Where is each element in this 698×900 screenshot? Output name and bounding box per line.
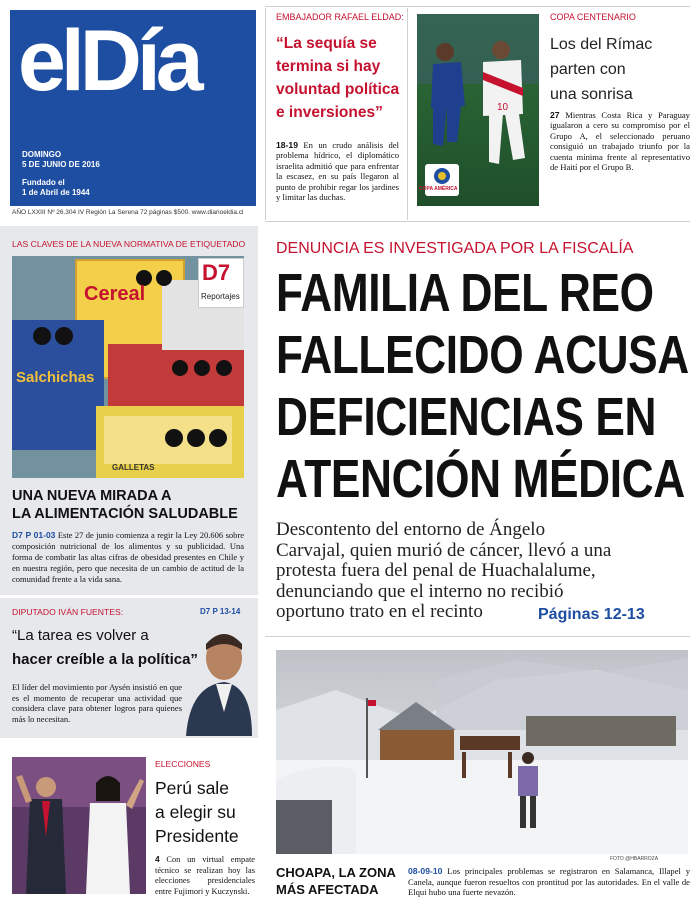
choapa-body: 08-09-10 Los principales problemas se registraron en Salamanca, Illapel y Canela, aunque fueron resueltos con prontitud por las autoridades. En el valle de Elqui hubo una fuerte nevazón.	[408, 866, 690, 897]
product-label-salchichas: Salchichas	[16, 369, 95, 386]
issue-line: AÑO LXXIII Nº 26.304 IV Región La Serena 72 páginas $500. www.diarioeldia.cl	[12, 209, 244, 216]
eldad-kicker: EMBAJADOR RAFAEL ELDAD:	[276, 12, 404, 22]
divider	[265, 221, 690, 222]
main-headline-line: FALLECIDO ACUSA	[276, 325, 689, 385]
elecciones-photo	[12, 757, 146, 894]
choapa-headline: CHOAPA, LA ZONA MÁS AFECTADA	[276, 865, 396, 897]
main-kicker: DENUNCIA ES INVESTIGADA POR LA FISCALÍA	[276, 240, 634, 257]
d7-badge-sub: Reportajes	[201, 292, 240, 301]
newspaper-logo: elDía	[18, 13, 199, 109]
elecciones-body: 4 Con un virtual empate técnico se realizan hoy las elecciones presidenciales entre Fujimori y Kuczynski.	[155, 854, 255, 896]
product-label-cereal: Cereal	[84, 283, 146, 305]
copa-body: 27 Mientras Costa Rica y Paraguay igualaron a cero su compromiso por el Grupo A, el seleccionado peruano consiguió un trabajado triunfo por la cuenta mínima frente al representativo de Haití por el Grupo B.	[550, 110, 690, 173]
main-deck: Descontento del entorno de Ángelo Carvajal, quien murió de cáncer, llevó a una protesta fuera del penal de Huachalalume, denunciando que el interno no recibió oportuno trato en el recinto	[276, 519, 612, 623]
fuentes-body: El líder del movimiento por Aysén insistió en que es el momento de recuperar una actividad que considera clave para obtener logros para quienes más lo necesitan.	[12, 682, 182, 724]
elecciones-title: Perú sale a elegir su Presidente	[155, 778, 239, 846]
founded-date: 1 de Abril de 1944	[22, 188, 90, 197]
d7-badge-label: D7	[202, 260, 231, 285]
divider	[265, 8, 266, 220]
divider	[265, 6, 690, 7]
main-pages: Páginas 12-13	[538, 606, 645, 623]
elecciones-kicker: ELECCIONES	[155, 759, 211, 769]
edition-day: DOMINGO	[22, 150, 62, 159]
copa-photo	[417, 14, 539, 206]
choapa-photo	[276, 650, 688, 854]
founded-label: Fundado el	[22, 178, 65, 187]
jersey-number: 10	[497, 102, 509, 113]
etiquetado-kicker: LAS CLAVES DE LA NUEVA NORMATIVA DE ETIQUETADO	[12, 239, 246, 249]
divider	[0, 595, 258, 598]
copa-kicker: COPA CENTENARIO	[550, 12, 636, 22]
fuentes-quote-line2: hacer creíble a la política”	[12, 651, 198, 668]
etiquetado-body: D7 P 01-03 Este 27 de junio comienza a regir la Ley 20.606 sobre composición nutricional de los alimentos y su publicidad. Una forma de combatir las altas cifras de obesidad presentes en Chile y en nuestra región, pero que necesita de un cambio de actitud de la comunidad frente a la vida sana.	[12, 530, 244, 584]
fuentes-kicker: DIPUTADO IVÁN FUENTES:	[12, 607, 124, 617]
main-headline-line: FAMILIA DEL REO	[276, 263, 654, 323]
eldad-body: 18-19 En un crudo análisis del problema hídrico, el diplomático israelita admitió que para enfrentar la escasez, en su país llegaron al punto de prohibir regar los jardines y limitar las duchas.	[276, 140, 399, 203]
fuentes-pages: D7 P 13-14	[200, 607, 241, 616]
etiquetado-headline: UNA NUEVA MIRADA A LA ALIMENTACIÓN SALUDABLE	[12, 488, 238, 522]
photo-credit: FOTO @HBARROZA	[610, 856, 659, 862]
main-headline	[276, 262, 696, 510]
copa-title: Los del Rímac parten con una sonrisa	[550, 36, 653, 103]
fuentes-quote-line1: “La tarea es volver a	[12, 627, 149, 644]
divider	[265, 636, 690, 637]
copa-logo-text: COPA AMÉRICA	[419, 186, 458, 192]
fuentes-photo	[180, 620, 252, 736]
main-headline-line: DEFICIENCIAS EN	[276, 387, 657, 447]
main-headline-line: ATENCIÓN MÉDICA	[276, 449, 685, 509]
product-label-galletas: GALLETAS	[112, 463, 155, 472]
edition-date: 5 DE JUNIO DE 2016	[22, 160, 100, 169]
divider	[407, 8, 408, 220]
eldad-quote: “La sequía se termina si hay voluntad política e inversiones”	[276, 35, 400, 121]
